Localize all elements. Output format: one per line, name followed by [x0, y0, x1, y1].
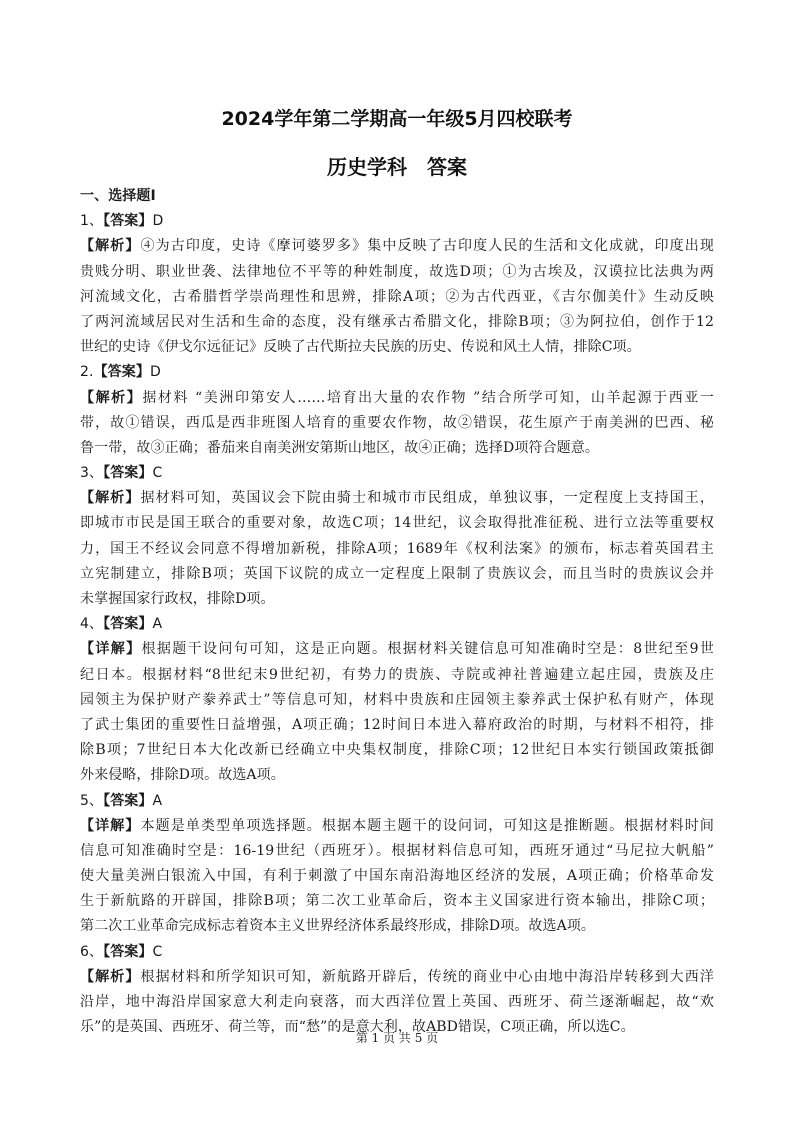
analysis-text: 河流域文化，古希腊哲学崇尚理性和思辨，排除A项；②为古代西亚，《吉尔伽美什》生动反映: [80, 288, 714, 305]
analysis-line: [80, 990, 714, 1015]
analysis-tag: 【解析】: [80, 389, 143, 406]
analysis-line: [80, 260, 714, 285]
question-number: 3、: [80, 465, 104, 482]
analysis-line: [80, 839, 714, 864]
analysis-text: 了武士集团的重要性日益增强，A项正确；12时间日本进入幕府政治的时期，与材料不相符，排: [80, 716, 714, 733]
analysis-line: [80, 486, 714, 511]
analysis-line: [80, 738, 714, 763]
answer-tag: 【答案】: [103, 792, 153, 809]
analysis-text: 沿岸，地中海沿岸国家意大利走向衰落，而大西洋位置上英国、西班牙、荷兰逐渐崛起，故“欢: [80, 994, 714, 1010]
analysis-text: ④为古印度，史诗《摩诃婆罗多》集中反映了古印度人民的生活和文化成就，印度出现: [140, 238, 714, 255]
analysis-text: 了两河流域居民对生活和生命的态度，没有继承古希腊文化，排除B项；③为阿拉伯，创作于12: [80, 313, 714, 330]
analysis-text: 立宪制建立，排除B项；英国下议院的成立一定程度上限制了贵族议会，而且当时的贵族议会并: [80, 565, 714, 582]
question-2-answer-line: [80, 360, 714, 385]
analysis-text: 信息可知准确时空是：16-19世纪（西班牙）。根据材料信息可知，西班牙通过“马尼拉大帆船”: [80, 842, 714, 859]
analysis-line: [80, 310, 714, 335]
analysis-line: [80, 637, 714, 662]
question-3-answer-line: [80, 461, 714, 486]
analysis-line: [80, 537, 714, 562]
question-number: 6、: [80, 943, 104, 960]
analysis-line: [80, 763, 714, 788]
analysis-text: 使大量美洲白银流入中国，有利于刺激了中国东南沿海地区经济的发展，A项正确；价格革命发: [80, 868, 714, 885]
question-number: 5、: [80, 792, 104, 809]
analysis-line: [80, 386, 714, 411]
analysis-line: [80, 511, 714, 536]
analysis-text: 外来侵略，排除D项。故选A项。: [80, 767, 285, 784]
analysis-text: 乐”的是英国、西班牙、荷兰等，而“愁”的是意大利，故ABD错误，C项正确，所以选C。: [80, 1019, 635, 1036]
analysis-line: [80, 864, 714, 889]
analysis-text: 贵贱分明、职业世袭、法律地位不平等的种姓制度，故选D项；①为古埃及，汉谟拉比法典为两: [80, 263, 714, 280]
question-4-answer-line: [80, 612, 714, 637]
answer-tag: 【答案】: [103, 616, 153, 633]
exam-title: 2024学年第二学期高一年级5月四校联考: [221, 108, 573, 130]
answer-tag: 【答案】: [103, 213, 153, 230]
page-footer: 第 1 页 共 5 页: [355, 1031, 439, 1045]
question-5-answer-line: [80, 789, 714, 814]
question-number: 2.: [80, 364, 94, 381]
analysis-line: [80, 914, 714, 939]
analysis-line: [80, 562, 714, 587]
analysis-text: 园领主为保护财产豢养武士”等信息可知，材料中贵族和庄园领主豢养武士保护私有财产，体现: [80, 691, 714, 708]
analysis-line: [80, 234, 714, 259]
answer-tag: 【答案】: [93, 364, 150, 381]
analysis-line: [80, 713, 714, 738]
analysis-line: [80, 965, 714, 990]
analysis-line: [80, 587, 714, 612]
section-heading: 一、选择题Ⅰ: [80, 188, 156, 204]
analysis-text: 生于新航路的开辟国，排除B项；第二次工业革命后，资本主义国家进行资本输出，排除C项；: [80, 893, 714, 910]
analysis-text: 根据材料和所学知识可知，新航路开辟后，传统的商业中心由地中海沿岸转移到大西洋: [140, 968, 714, 985]
analysis-text: 带，故①错误，西瓜是西非班图人培育的重要农作物，故②错误，花生原产于南美洲的巴西、秘: [80, 414, 714, 431]
subject-title: 历史学科 答案: [327, 155, 467, 179]
analysis-text: 第二次工业革命完成标志着资本主义世界经济体系最终形成，排除D项。故选A项。: [80, 918, 596, 935]
analysis-line: [80, 335, 714, 360]
analysis-tag: 【详解】: [80, 641, 142, 658]
answer-content: [80, 184, 714, 1040]
analysis-tag: 【解析】: [80, 490, 141, 507]
analysis-text: 据材料 “美洲印第安人……培育出大量的农作物 ”结合所学可知，山羊起源于西亚一: [142, 389, 714, 406]
analysis-text: 根据题干设问句可知，这是正向题。根据材料关键信息可知准确时空是：8世纪至9世: [141, 641, 714, 658]
analysis-text: 纪日本。根据材料“8世纪末9世纪初，有势力的贵族、寺院或神社普遍建立起庄园，贵族及庄: [80, 666, 714, 683]
question-6-answer-line: [80, 940, 714, 965]
question-number: 1、: [80, 213, 104, 230]
answer-tag: 【答案】: [103, 465, 153, 482]
answer-letter: D: [149, 364, 161, 381]
analysis-tag: 【详解】: [80, 817, 141, 834]
analysis-text: 鲁一带，故③正确；番茄来自南美洲安第斯山地区，故④正确；选择D项符合题意。: [80, 439, 599, 456]
answer-letter: A: [152, 792, 163, 809]
analysis-text: 本题是单类型单项选择题。根据本题主题干的设问词，可知这是推断题。根据材料时间: [140, 817, 714, 834]
analysis-text: 除B项；7世纪日本大化改新已经确立中央集权制度，排除C项；12世纪日本实行锁国政策抵御: [80, 742, 714, 759]
analysis-line: [80, 663, 714, 688]
answer-letter: A: [152, 616, 163, 633]
analysis-tag: 【解析】: [80, 968, 141, 985]
answer-letter: D: [152, 213, 164, 230]
analysis-line: [80, 411, 714, 436]
analysis-line: [80, 285, 714, 310]
answer-letter: C: [152, 943, 163, 960]
question-1-answer-line: [80, 209, 714, 234]
analysis-text: 世纪的史诗《伊戈尔远征记》反映了古代斯拉夫民族的历史、传说和风土人情，排除C项。: [80, 339, 641, 356]
analysis-text: 未掌握国家行政权，排除D项。: [80, 591, 275, 607]
analysis-text: 力，国王不经议会同意不得增加新税，排除A项；1689年《权利法案》的颁布，标志着英国君主: [80, 540, 714, 557]
analysis-line: [80, 688, 714, 713]
analysis-line: [80, 436, 714, 461]
analysis-line: [80, 814, 714, 839]
analysis-text: 据材料可知，英国议会下院由骑士和城市市民组成，单独议事，一定程度上支持国王，: [140, 490, 714, 507]
analysis-tag: 【解析】: [80, 238, 141, 255]
question-number: 4、: [80, 616, 104, 633]
analysis-line: [80, 889, 714, 914]
analysis-text: 即城市市民是国王联合的重要对象，故选C项；14世纪，议会取得批准征税、进行立法等重要权: [80, 515, 714, 532]
answer-tag: 【答案】: [103, 943, 153, 960]
answer-letter: C: [152, 465, 163, 482]
